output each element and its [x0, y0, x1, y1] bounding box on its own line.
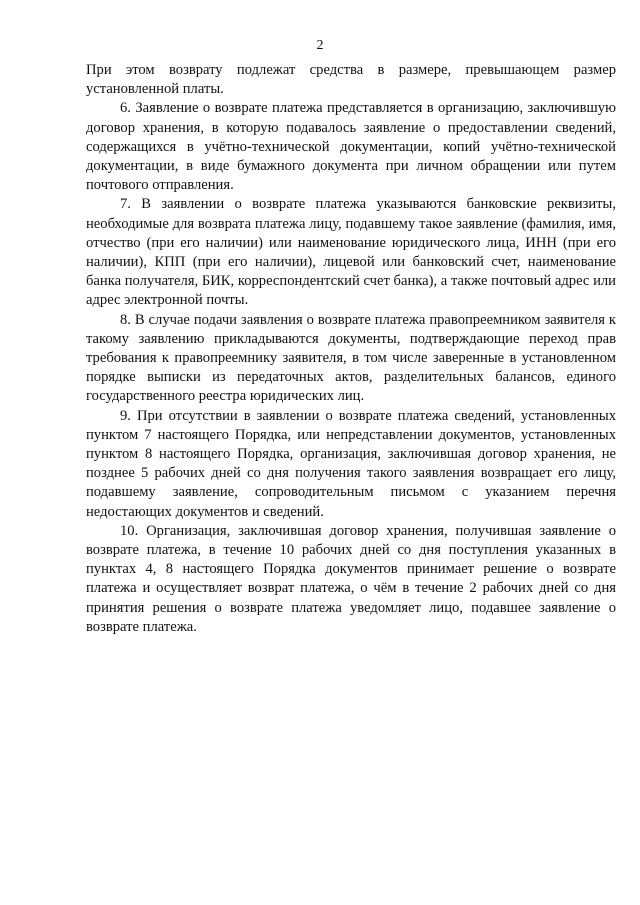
paragraph-10: 10. Организация, заключившая договор хранения, получившая заявление о возврате платежа, в течение 10 рабочих дней со дня поступления указанных в пунктах 4, 8 настоящего Порядка документов принимает решение о возврате платежа и осуществляет возврат платежа, о чём в течение 2 рабочих дней со дня принятия решения о возврате платежа уведомляет лицо, подавшее заявление о возврате платежа.	[86, 522, 616, 635]
document-body	[86, 61, 616, 637]
paragraph-7: 7. В заявлении о возврате платежа указываются банковские реквизиты, необходимые для возврата платежа лицу, подавшему такое заявление (фамилия, имя, отчество (при его наличии) или наименование юридического лица, ИНН (при его наличии), КПП (при его наличии), лицевой или банковский счет, наименование банка получателя, БИК, корреспондентский счет банка), а также почтовый адрес или адрес электронной почты.	[86, 196, 616, 309]
paragraph-intro: При этом возврату подлежат средства в размере, превышающем размер установленной платы.	[86, 62, 616, 98]
paragraph-9: 9. При отсутствии в заявлении о возврате платежа сведений, установленных пунктом 7 настоящего Порядка, или непредставлении документов, установленных пунктом 8 настоящего Порядка, организация, заключившая договор хранения, не позднее 5 рабочих дней со дня получения такого заявления возвращает его лицу, подавшему заявление, сопроводительным письмом с указанием перечня недостающих документов и сведений.	[86, 407, 616, 520]
paragraph-8: 8. В случае подачи заявления о возврате платежа правопреемником заявителя к такому заявлению прикладываются документы, подтверждающие переход прав требования к правопреемнику заявителя, в том числе заверенные в установленном порядке выписки из передаточных актов, разделительных балансов, единого государственного реестра юридических лиц.	[86, 311, 616, 405]
paragraph-6: 6. Заявление о возврате платежа представляется в организацию, заключившую договор хранения, в которую подавалось заявление о предоставлении сведений, содержащихся в учётно-технической документации, копий учётно-технической документации, в виде бумажного документа при личном обращении или путем почтового отправления.	[86, 100, 616, 194]
page-number: 2	[316, 38, 324, 53]
